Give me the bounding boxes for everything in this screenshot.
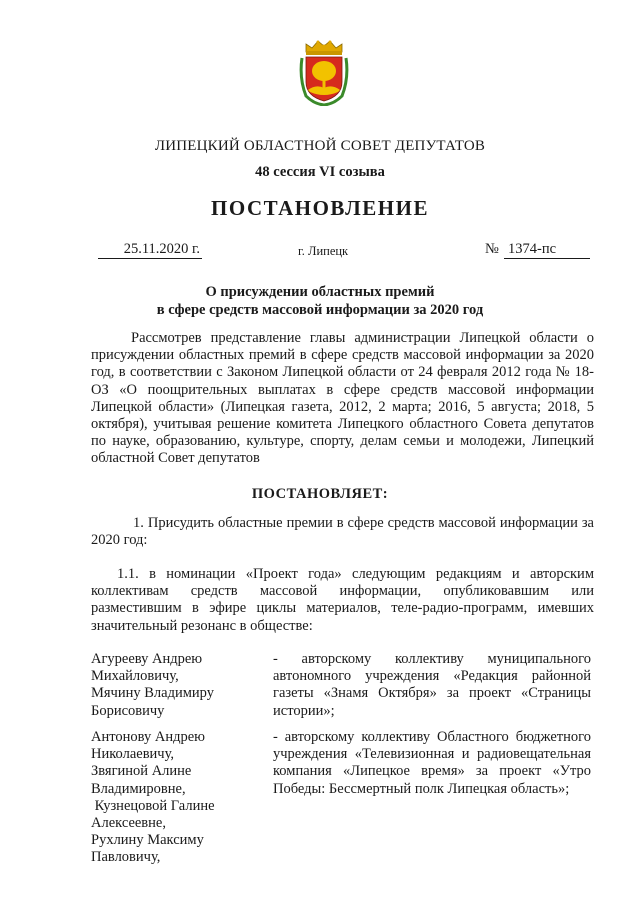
recipient-line: Павловичу,	[91, 849, 161, 866]
award-description-2: - авторскому коллективу Областного бюджетного учреждения «Телевизионная и радиовещательная компания «Липецкое время» за проект «Утро Победы: Бессмертный полк Липецкая область»;	[273, 729, 591, 797]
award-recipients-1	[91, 651, 261, 720]
award-description-1: - авторскому коллективу муниципального автономного учреждения «Редакция районной газеты «Знамя Октября» за проект «Страницы истории»;	[273, 651, 591, 719]
session-label: 48 сессия VI созыва	[255, 164, 385, 180]
recipient-line: Звягиной Алине	[91, 763, 192, 780]
organization-name: ЛИПЕЦКИЙ ОБЛАСТНОЙ СОВЕТ ДЕПУТАТОВ	[154, 138, 486, 154]
clause-1: 1. Присудить областные премии в сфере средств массовой информации за 2020 год:	[91, 515, 594, 549]
recipient-line: Агурееву Андрею	[91, 651, 203, 667]
document-date: 25.11.2020 г.	[98, 240, 202, 259]
recipient-line: Михайловичу,	[91, 668, 179, 685]
award-recipients-2	[91, 729, 261, 867]
clause-1-1: 1.1. в номинации «Проект года» следующим редакциям и авторским коллективам средств массовой информации, опубликовавшим или разместившим в эфире циклы материалов, теле-радио-программ, имевших значительный резонанс в обществе:	[91, 566, 594, 634]
number-sign: №	[485, 241, 499, 257]
document-type-heading: ПОСТАНОВЛЕНИЕ	[211, 196, 429, 220]
title-line-2: в сфере средств массовой информации за 2020 год	[156, 302, 484, 318]
recipient-line: Антонову Андрею	[91, 729, 205, 745]
recipient-line: Мячину Владимиру	[91, 685, 214, 702]
recipient-line: Кузнецовой Галине	[91, 797, 215, 814]
recipient-line: Николаевичу,	[91, 746, 175, 763]
coat-of-arms-icon	[298, 38, 350, 106]
document-number: 1374-пс	[504, 240, 590, 259]
preamble-paragraph: Рассмотрев представление главы администрации Липецкой области о присуждении областных премий в сфере средств массовой информации за 2020 год, в соответствии с Законом Липецкой области от 24 февраля 2012 года № 18-ОЗ «О поощрительных выплатах в сфере средств массовой информации Липецкой области» (Липецкая газета, 2012, 2 марта; 2016, 5 августа; 2018, 5 октября), учитывая решение комитета Липецкого областного Совета депутатов по науке, образованию, культуре, спорту, делам семьи и молодежи, Липецкий областной Совет депутатов	[91, 330, 594, 467]
document-city: г. Липецк	[298, 244, 349, 258]
recipient-line: Рухлину Максиму	[91, 832, 204, 849]
recipient-line: Владимировне,	[91, 780, 186, 797]
recipient-line: Алексеевне,	[91, 815, 166, 832]
decree-heading: ПОСТАНОВЛЯЕТ:	[251, 486, 389, 502]
title-line-1: О присуждении областных премий	[205, 284, 435, 300]
recipient-line: Борисовичу	[91, 702, 165, 719]
document-title	[0, 283, 640, 319]
